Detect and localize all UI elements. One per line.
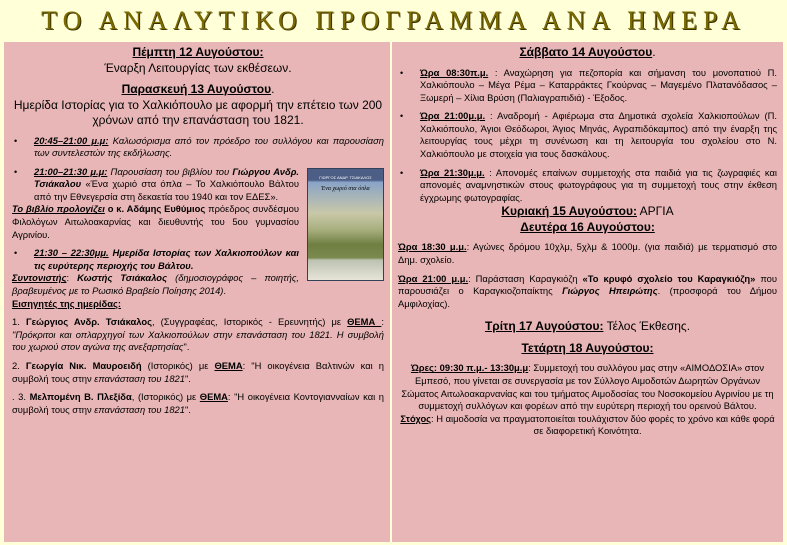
program-item: Ώρες: 09:30 π.μ.- 13:30μ.μ: Συμμετοχή του συλλόγου μας στην «ΑΙΜΟΔΟΣΙΑ» στον Εμπεσό, που γίνεται σε συνεργασία με τον Σύλλογο Αιμοδοτών Δωρητών Οργάνων Σώματος Αιτωλοακαρνανίας και του τμήματος Αιμοδοσίας του Νοσοκομείου Αγρινίου με τη συμμετοχή συλλόγων και φορέων από την ευρύτερη περιοχή του ορεινού Βάλτου. (401, 362, 774, 412)
wednesday-heading: Τετάρτη 18 Αυγούστου: (521, 340, 654, 355)
speakers-heading: Εισηγητές της ημερίδας: (12, 297, 121, 309)
friday-heading: Παρασκευή 13 Αυγούστου. (121, 82, 275, 96)
page-title: ΤΟ ΑΝΑΛΥΤΙΚΟ ΠΡΟΓΡΑΜΜΑ ΑΝΑ ΗΜΕΡΑ (41, 6, 746, 35)
book-cover-image: ΓΙΩΡΓΟΣ ΑΝΔΡ. ΤΣΙΑΚΑΛΟΣ Ένα χωριό στα όπλα (307, 168, 384, 281)
program-item: • Ώρα 21:30μ.μ. : Απονομές επαίνων συμμετοχής στα παιδιά για τις ζωγραφιές και απονομές αναμνηστικών στους φωτογράφους για τη συμμετοχή τους στην έκθεση έγχρωμης φωτογραφίας. (400, 166, 777, 203)
program-item: • Ώρα 08:30π.μ. : Αναχώρηση για πεζοπορία και σήμανση του μονοπατιού Π. Χαλκιόπουλο – Μέγα Ρέμα – Καταρράκτες Γκούρνας – Μαγεμένο Πλατανόδασος – Ξωμερή – Χίλια Βρύση (Παλιαγραπιδιά) - Έξοδος. (400, 66, 778, 103)
speaker-item: 1. Γεώργιος Ανδρ. Τσιάκαλος, (Συγγραφέας, Ιστορικός - Ερευνητής) με ΘΕΜΑ : "Πρόκριτοι και οπλαρχηγοί των Χαλκιοπούλων στην επανάσταση του 1821. Η συμβολή του χωριού στον αγώνα της ανεξαρτησίας". (12, 316, 384, 353)
program-item: • 21:30 – 22:30μμ. Ημερίδα Ιστορίας των Χαλκιοπούλων και τις ευρύτερης περιοχής του Βάλτου. (14, 247, 300, 271)
program-item: • 21:00–21:30 μ.μ: Παρουσίαση του βιβλίου του Γιώργου Ανδρ. Τσιάκαλου «Ένα χωριό στα όπλα – Το Χαλκιόπουλο Βάλτου από την Εθνεγερσία στη δεκαετία του 1940 και τον ΕΔΕΣ». (14, 165, 300, 202)
program-item: Ώρα 21:00 μ.μ.: Παράσταση Καραγκιόζη «Το κρυφό σχολείο του Καραγκιόζη» που παρουσιάζει ο Καραγκιοζοπαίκτης Γιώργος Ηπειρώτης. (προσφορά του Δήμου Αμφιλοχίας). (398, 272, 778, 309)
left-column (4, 42, 390, 542)
tuesday-heading: Τρίτη 17 Αυγούστου: Τέλος Έκθεσης. (484, 319, 691, 334)
program-item: • 20:45–21:00 μ.μ: Καλωσόρισμα από τον πρόεδρο του συλλόγου και παρουσίαση των συντελεστών της εκδήλωσης. (14, 134, 385, 159)
book-intro: Το βιβλίο προλογίζει ο κ. Αδάμης Ευθύμιος πρόεδρος συνδέσμου Φιλολόγων Αιτωλοακαρνίας και διευθυντής του 5ου γυμνασίου Αγρινίου. (12, 203, 299, 240)
program-item: • Ώρα 21:00μ.μ. : Αναδρομή - Αφιέρωμα στα Δημοτικά σχολεία Χαλκιοπούλων (Π. Χαλκιόπουλο, Άγιοι Θεόδωροι, Άγιος Μηνάς, Αγραπιδόκαμπος) από την έναρξη της λειτουργίας τους μέχρι τη συνένωση και τη λειτουργία του σχολείου στο Ν. Χαλκιόπουλο με στοιχεία για τους δασκάλους. (400, 110, 777, 160)
right-column (392, 42, 783, 542)
speaker-item: . 3. Μελπομένη Β. Πλεξίδα, (Ιστορικός) με ΘΕΜΑ: "Η οικογένεια Κοντογιανναίων και η συμβολή τους στην επανάσταση του 1821". (12, 391, 384, 415)
monday-heading: Δευτέρα 16 Αυγούστου: (520, 219, 655, 234)
thursday-text: Έναρξη Λειτουργίας των εκθέσεων. (104, 60, 292, 75)
saturday-heading: Σάββατο 14 Αυγούστου. (519, 45, 656, 59)
friday-intro: Ημερίδα Ιστορίας για το Χαλκιόπουλο με αφορμή την επέτειο των 200 χρόνων από την επανάσταση του 1821. (13, 97, 383, 127)
coordinator-line: Συντονιστής: Κωστής Τσιάκαλος (δημοσιογράφος – ποιητής, βραβευμένος με το Ρωσικό Βραβείο Ποίησης 2014). (12, 272, 299, 297)
thursday-heading: Πέμπτη 12 Αυγούστου: (132, 45, 264, 59)
speaker-item: 2. Γεωργία Νικ. Μαυροειδή (Ιστορικός) με ΘΕΜΑ: "Η οικογένεια Βαλτινών και η συμβολή τους στην επανάσταση του 1821". (12, 360, 384, 384)
goal-line: Στόχος: Η αιμοδοσία να πραγματοποιείται τουλάχιστον δύο φορές το χρόνο και κάθε φορά σε διαφορετική Κοινότητα. (400, 412, 775, 437)
program-item: Ώρα 18:30 μ.μ.: Αγώνες δρόμου 10χλμ, 5χλμ & 1000μ. (για παιδιά) με τερματισμό στο Δημ. σχολείο. (398, 241, 777, 266)
book-section (12, 166, 384, 242)
sunday-heading: Κυριακή 15 Αυγούστου: ΑΡΓΙΑ (501, 204, 674, 219)
